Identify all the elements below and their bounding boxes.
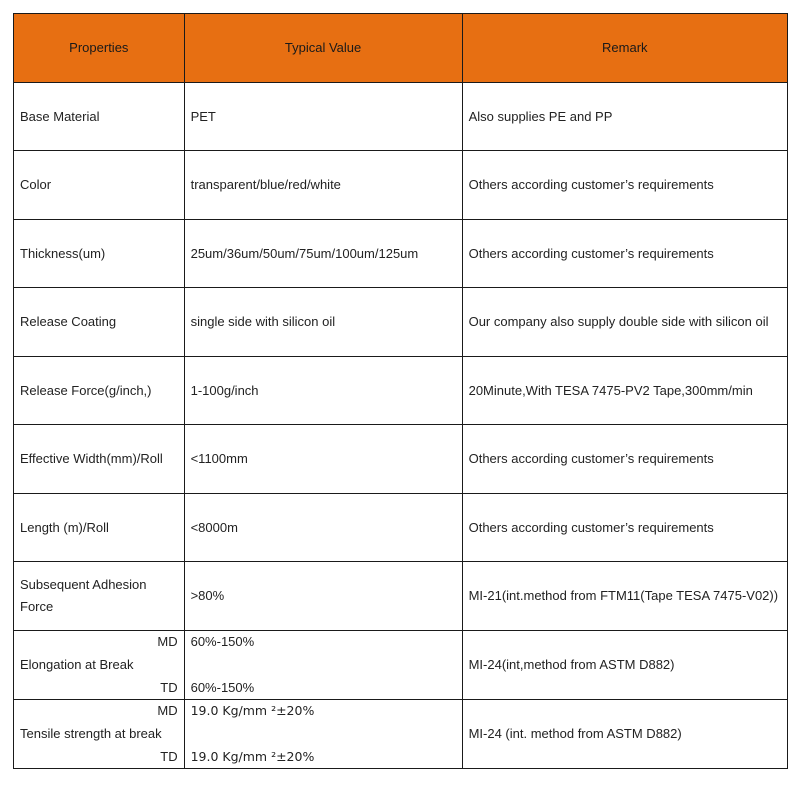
table-row — [14, 357, 788, 425]
property-cell: Release Coating — [14, 288, 185, 357]
elongation-md-value: 60%-150% — [190, 634, 255, 649]
header-properties: Properties — [14, 14, 185, 83]
table-row — [14, 220, 788, 288]
tensile-property-label: Tensile strength at break — [20, 726, 162, 741]
remark-cell: Others according customer’s requirements — [462, 425, 787, 494]
tensile-md-label: MD — [157, 703, 178, 718]
header-typical-value: Typical Value — [184, 14, 462, 83]
table-row — [14, 83, 788, 151]
property-cell: Color — [14, 151, 185, 220]
value-cell: 25um/36um/50um/75um/100um/125um — [184, 220, 462, 288]
properties-table — [13, 13, 788, 769]
property-cell: Thickness(um) — [14, 220, 185, 288]
remark-cell: Others according customer’s requirements — [462, 220, 787, 288]
tensile-row — [14, 700, 788, 769]
property-cell: Base Material — [14, 83, 185, 151]
property-cell: Subsequent Adhesion Force — [14, 562, 185, 631]
remark-cell: MI-21(int.method from FTM11(Tape TESA 7475-V02)) — [462, 562, 787, 631]
remark-cell: Our company also supply double side with silicon oil — [462, 288, 787, 357]
property-cell: Effective Width(mm)/Roll — [14, 425, 185, 494]
table-row — [14, 494, 788, 562]
table-row — [14, 425, 788, 494]
property-cell: Release Force(g/inch,) — [14, 357, 185, 425]
elongation-property-label: Elongation at Break — [20, 657, 134, 672]
remark-cell: Also supplies PE and PP — [462, 83, 787, 151]
tensile-value-cell — [184, 700, 462, 769]
table-row — [14, 562, 788, 631]
value-cell: single side with silicon oil — [184, 288, 462, 357]
remark-cell: Others according customer’s requirements — [462, 151, 787, 220]
elongation-property-cell — [14, 631, 185, 700]
table-header-row — [14, 14, 788, 83]
table-row — [14, 151, 788, 220]
elongation-value-cell — [184, 631, 462, 700]
value-cell: transparent/blue/red/white — [184, 151, 462, 220]
value-cell: 1-100g/inch — [184, 357, 462, 425]
table-row — [14, 288, 788, 357]
tensile-property-cell — [14, 700, 185, 769]
tensile-md-value: 19.0 Kg/mm ²±20% — [190, 703, 315, 718]
property-cell: Length (m)/Roll — [14, 494, 185, 562]
value-cell: <8000m — [184, 494, 462, 562]
value-cell: <1100mm — [184, 425, 462, 494]
elongation-md-label: MD — [157, 634, 178, 649]
tensile-td-value: 19.0 Kg/mm ²±20% — [190, 749, 315, 764]
header-remark: Remark — [462, 14, 787, 83]
value-cell: PET — [184, 83, 462, 151]
tensile-remark-cell: MI-24 (int. method from ASTM D882) — [462, 700, 787, 769]
remark-cell: 20Minute,With TESA 7475-PV2 Tape,300mm/min — [462, 357, 787, 425]
elongation-row — [14, 631, 788, 700]
elongation-td-value: 60%-150% — [190, 680, 255, 695]
elongation-remark-cell: MI-24(int,method from ASTM D882) — [462, 631, 787, 700]
tensile-td-label: TD — [160, 749, 178, 764]
elongation-td-label: TD — [160, 680, 178, 695]
remark-cell: Others according customer’s requirements — [462, 494, 787, 562]
value-cell: >80% — [184, 562, 462, 631]
